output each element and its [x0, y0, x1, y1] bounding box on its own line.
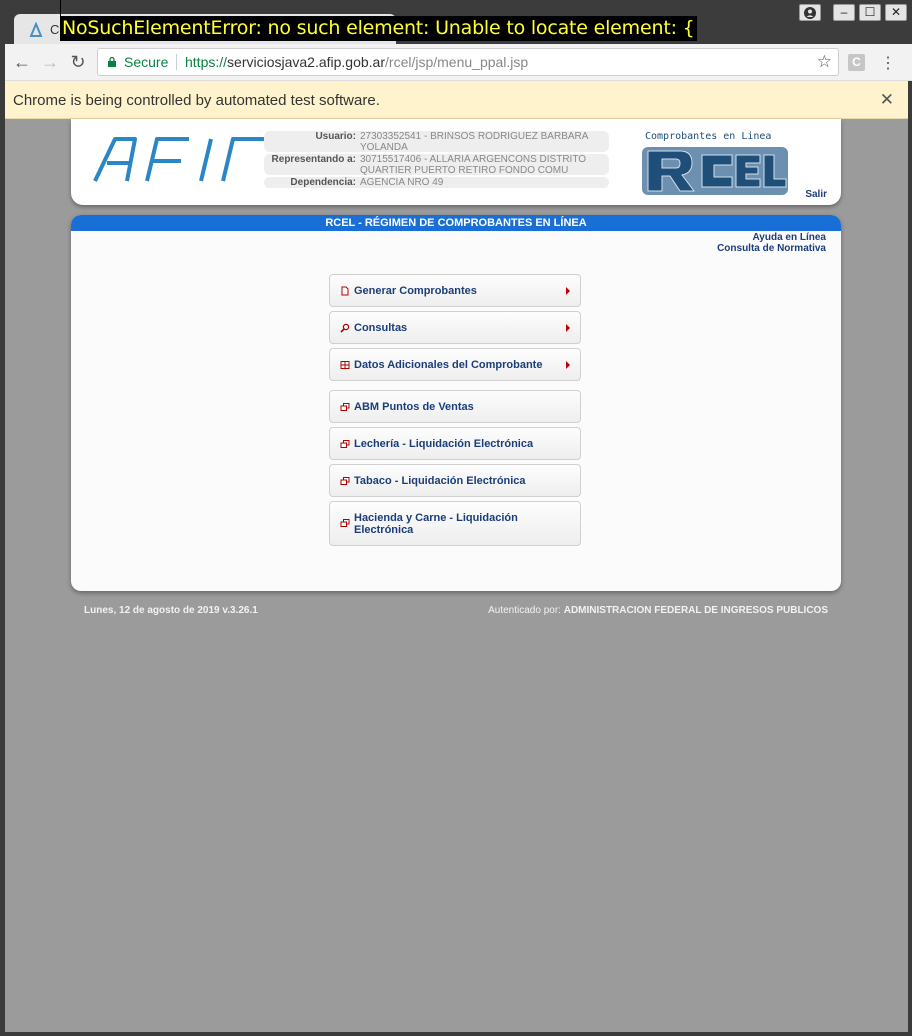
representando-label: Representando a: [271, 154, 356, 165]
lock-icon [107, 57, 117, 67]
menu-item-label: Tabaco - Liquidación Electrónica [354, 475, 526, 487]
profile-icon [804, 7, 816, 19]
magnifier-icon [340, 323, 350, 333]
minimize-button[interactable] [833, 4, 855, 21]
page-favicon-icon [28, 22, 44, 38]
browser-toolbar [0, 44, 912, 81]
reload-icon: ↻ [70, 52, 86, 72]
dependencia-row [264, 177, 609, 188]
tab-title: C [50, 22, 60, 37]
extension-icon[interactable]: C [848, 54, 865, 71]
menu-item-label: Generar Comprobantes [354, 285, 477, 297]
menu-consultas[interactable] [329, 311, 581, 344]
close-window-button[interactable] [885, 4, 907, 21]
browser-menu-icon[interactable]: ⋮ [880, 55, 896, 72]
menu-abm-puntos-de-ventas[interactable] [329, 390, 581, 423]
menu-item-label: Consultas [354, 322, 408, 334]
grid-icon [340, 360, 350, 370]
forward-button[interactable] [39, 51, 61, 73]
url-scheme: https:// [185, 54, 228, 70]
menu-item-label: Hacienda y Carne - Liquidación Electrónica [354, 512, 518, 536]
profile-button[interactable] [799, 4, 821, 21]
dependencia-label: Dependencia: [290, 177, 356, 188]
representando-value: 30715517406 - ALLARIA ARGENCONS DISTRITO QUARTIER PUERTO RETIRO FONDO COMU [360, 154, 587, 176]
url-text [185, 54, 528, 70]
maximize-icon: ☐ [864, 5, 876, 19]
bookmark-star-icon[interactable]: ☆ [816, 52, 832, 71]
url-host: serviciosjava2.afip.gob.ar [227, 54, 386, 70]
usuario-row [264, 131, 609, 152]
representando-row [264, 154, 609, 175]
address-bar[interactable] [97, 48, 839, 76]
afip-logo [91, 131, 269, 191]
window-link-icon [340, 439, 350, 449]
window-link-icon [340, 518, 350, 528]
error-overlay: NoSuchElementError: no such element: Unable to locate element: { [62, 17, 695, 39]
menu-lecheria[interactable] [329, 427, 581, 460]
document-icon [340, 286, 350, 296]
submenu-arrow-icon [566, 361, 570, 369]
rcel-caption: Comprobantes en Linea [645, 131, 772, 142]
omnibox-divider [176, 54, 177, 70]
submenu-arrow-icon [566, 287, 570, 295]
page-viewport [5, 119, 908, 1032]
infobar-text: Chrome is being controlled by automated test software. [13, 92, 380, 109]
footer-date-version: Lunes, 12 de agosto de 2019 v.3.26.1 [84, 605, 258, 616]
window-link-icon [340, 402, 350, 412]
ayuda-en-linea-link[interactable]: Ayuda en Línea [752, 232, 826, 243]
rcel-logo [640, 145, 790, 197]
footer-authenticated [488, 605, 828, 616]
close-icon: ✕ [890, 5, 902, 19]
automation-infobar [0, 81, 908, 119]
browser-titlebar [0, 0, 912, 44]
error-overlay-line [60, 0, 61, 16]
url-path: /rcel/jsp/menu_ppal.jsp [385, 54, 529, 70]
menu-item-label: ABM Puntos de Ventas [354, 401, 474, 413]
infobar-close-icon[interactable]: ✕ [879, 90, 894, 109]
minimize-icon: – [840, 5, 848, 19]
main-menu-panel [71, 215, 841, 591]
afip-header [71, 119, 841, 205]
salir-link[interactable]: Salir [805, 189, 827, 200]
window-link-icon [340, 476, 350, 486]
secure-label: Secure [124, 54, 169, 70]
menu-hacienda-y-carne[interactable] [329, 501, 581, 546]
menu-generar-comprobantes[interactable] [329, 274, 581, 307]
menu-datos-adicionales[interactable] [329, 348, 581, 381]
consulta-normativa-link[interactable]: Consulta de Normativa [717, 243, 826, 254]
menu-item-label: Datos Adicionales del Comprobante [354, 359, 543, 371]
usuario-value: 27303352541 - BRINSOS RODRIGUEZ BARBARA YOLANDA [360, 131, 588, 153]
forward-arrow-icon: → [41, 52, 59, 72]
menu-tabaco[interactable] [329, 464, 581, 497]
back-button[interactable] [11, 51, 33, 73]
menu-item-label: Lechería - Liquidación Electrónica [354, 438, 534, 450]
page-title: RCEL - RÉGIMEN DE COMPROBANTES EN LÍNEA [71, 215, 841, 231]
auth-value: ADMINISTRACION FEDERAL DE INGRESOS PUBLICOS [563, 605, 828, 616]
auth-label: Autenticado por: [488, 605, 561, 616]
back-arrow-icon: ← [13, 52, 31, 72]
maximize-button[interactable] [859, 4, 881, 21]
reload-button[interactable] [67, 51, 89, 73]
submenu-arrow-icon [566, 324, 570, 332]
usuario-label: Usuario: [315, 131, 356, 142]
dependencia-value: AGENCIA NRO 49 [360, 177, 444, 188]
